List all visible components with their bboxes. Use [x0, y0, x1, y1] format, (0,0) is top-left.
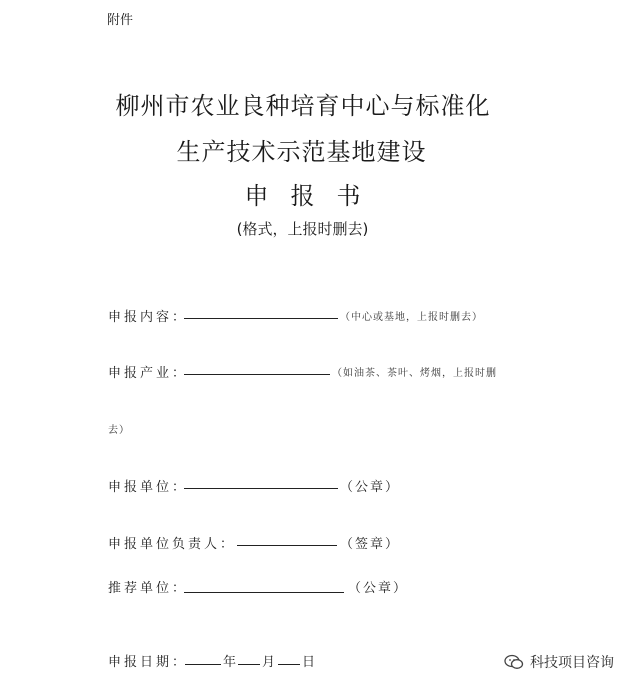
- format-note: (格式，上报时删去): [236, 220, 369, 238]
- recommend-seal: （公章）: [348, 581, 409, 596]
- year-blank-line: [185, 664, 221, 665]
- day-blank-line: [278, 664, 300, 665]
- unit-label: 申报单位：: [108, 480, 189, 495]
- recommend-label: 推荐单位：: [108, 581, 189, 596]
- industry-note: （如油茶、茶叶、烤烟，上报时删: [332, 368, 497, 379]
- date-month: 月: [262, 655, 278, 670]
- industry-blank-line: [184, 374, 330, 375]
- industry-note-continuation: 去）: [108, 425, 130, 436]
- date-day: 日: [302, 655, 318, 670]
- date-label: 申报日期：: [108, 655, 189, 670]
- title-line-3: 申报书: [244, 182, 383, 210]
- watermark-text: 科技项目咨询: [530, 655, 614, 671]
- date-year: 年: [223, 655, 239, 670]
- industry-label: 申报产业：: [108, 366, 189, 381]
- content-note: （中心或基地，上报时删去）: [340, 312, 483, 323]
- leader-seal: （签章）: [340, 537, 401, 552]
- attachment-label: 附件: [107, 13, 134, 28]
- watermark: [504, 652, 614, 672]
- unit-seal: （公章）: [340, 480, 401, 495]
- wechat-icon: [504, 654, 524, 670]
- content-blank-line: [184, 318, 338, 319]
- month-blank-line: [238, 664, 260, 665]
- title-line-1: 柳州市农业良种培育中心与标准化: [115, 92, 491, 120]
- recommend-blank-line: [184, 592, 344, 593]
- content-label: 申报内容：: [108, 310, 189, 325]
- leader-label: 申报单位负责人：: [108, 537, 237, 552]
- leader-blank-line: [237, 545, 337, 546]
- title-line-2: 生产技术示范基地建设: [176, 138, 427, 166]
- unit-blank-line: [184, 488, 338, 489]
